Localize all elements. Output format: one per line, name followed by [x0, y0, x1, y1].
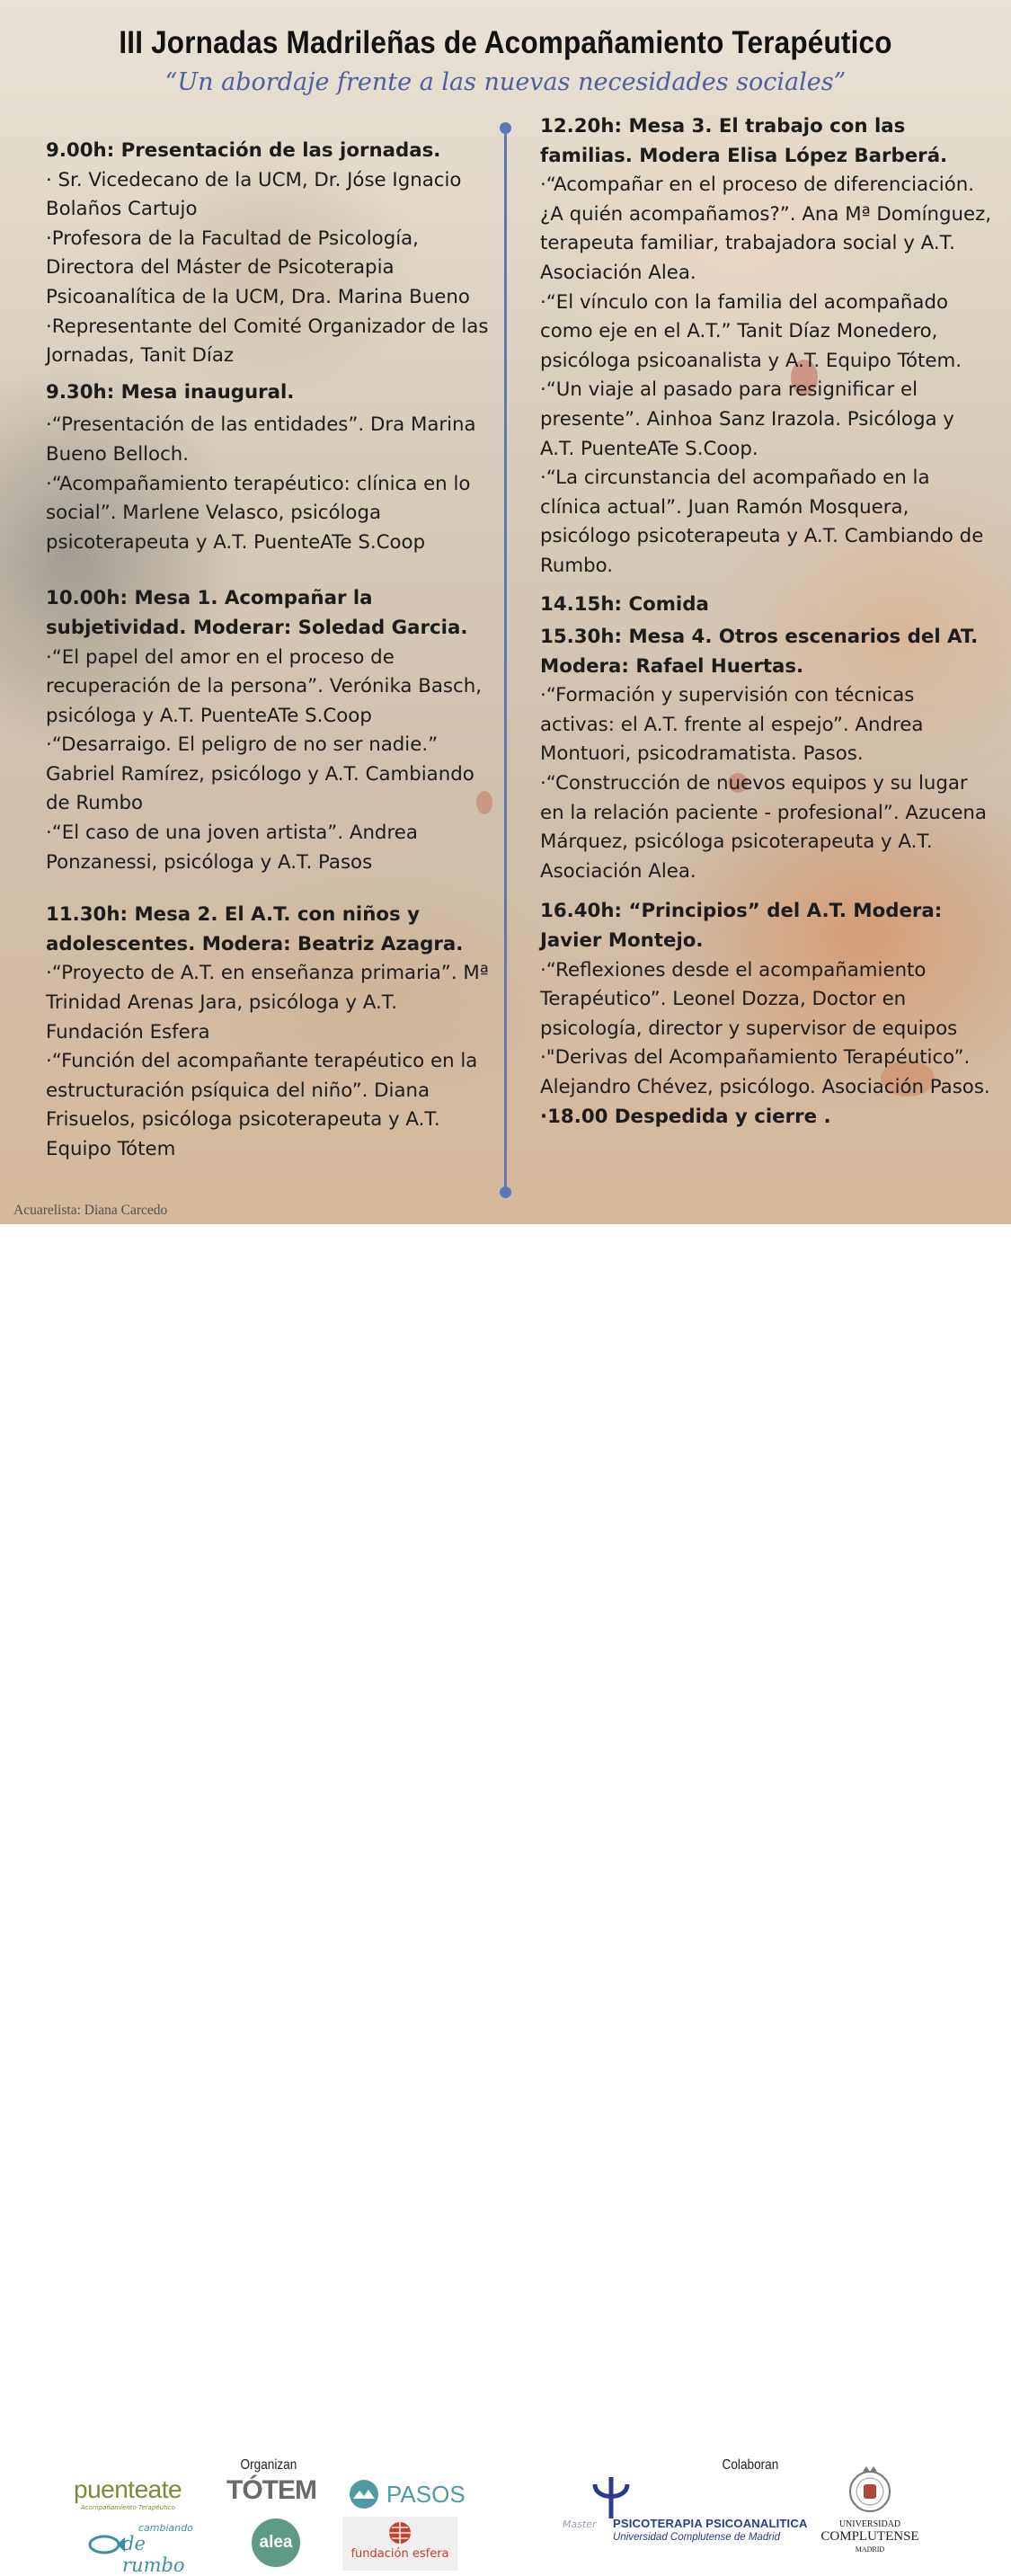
session-heading: 10.00h: Mesa 1. Acompañar la subjetividad. Moderar: Soledad Garcia.	[46, 587, 468, 639]
poster-background	[0, 0, 1011, 1224]
session-heading: 15.30h: Mesa 4. Otros escenarios del AT. Modera: Rafael Huertas.	[540, 626, 979, 678]
session-talk: ·“Un viaje al pasado para resignificar el presente”. Ainhoa Sanz Irazola. Psicóloga y A.T. PuenteATe S.Coop.	[540, 378, 954, 460]
page-title: III Jornadas Madrileñas de Acompañamiento Terapéutico	[119, 25, 892, 60]
madrid-text: MADRID	[855, 2545, 885, 2554]
ucm-text: Universidad Complutense de Madrid	[613, 2532, 781, 2543]
pasos-wordmark: PASOS	[386, 2481, 466, 2508]
totem-wordmark: TÓTEM	[226, 2475, 316, 2505]
cambiando-de-rumbo-logo	[86, 2522, 203, 2576]
session-talk: ·“El caso de una joven artista”. Andrea Ponzanessi, psicóloga y A.T. Pasos	[46, 822, 418, 874]
puenteate-tagline: Acompañamiento Terapéutico	[81, 2504, 175, 2511]
session-talk: ·“Acompañar en el proceso de diferenciación. ¿A quién acompañamos?”. Ana Mª Domínguez, terapeuta familiar, trabajadora social y A.T. Asociación Alea.	[540, 173, 992, 284]
session-heading: 12.20h: Mesa 3. El trabajo con las familias. Modera Elisa López Barberá.	[540, 115, 948, 167]
totem-logo	[226, 2475, 325, 2508]
column-divider	[504, 129, 507, 1192]
session-heading: 14.15h: Comida	[540, 592, 709, 616]
session-heading: 9.30h: Mesa inaugural.	[46, 380, 295, 404]
psicoterapia-text: PSICOTERAPIA PSICOANALITICA	[613, 2517, 808, 2530]
complutense-text: COMPLUTENSE	[820, 2529, 919, 2544]
organizan-label: Organizan	[240, 2457, 297, 2473]
pasos-icon	[349, 2479, 379, 2509]
session-talk: ·Representante del Comité Organizador de las Jornadas, Tanit Díaz	[46, 315, 489, 368]
session-talk: ·“Proyecto de A.T. en enseñanza primaria”. Mª Trinidad Arenas Jara, psicóloga y A.T. Fundación Esfera	[46, 962, 489, 1044]
master-psicoterapia-logo	[559, 2475, 811, 2549]
globe-icon	[387, 2520, 412, 2545]
session-heading: 11.30h: Mesa 2. El A.T. con niños y adolescentes. Modera: Beatriz Azagra.	[46, 903, 464, 955]
alea-wordmark: alea	[259, 2533, 293, 2552]
pasos-logo	[349, 2479, 466, 2511]
psi-icon	[590, 2475, 633, 2520]
colaboran-label: Colaboran	[722, 2457, 779, 2473]
puenteate-logo	[74, 2475, 191, 2518]
page-subtitle: “Un abordaje frente a las nuevas necesidades sociales”	[164, 68, 847, 96]
session-heading: 16.40h: “Principios” del A.T. Modera: Javier Montejo.	[540, 900, 943, 953]
session-talk: ·Profesora de la Facultad de Psicología, Directora del Máster de Psicoterapia Psicoanalítica de la UCM, Dra. Marina Bueno	[46, 227, 470, 308]
ucm-crest-icon	[848, 2465, 891, 2517]
sponsors-footer	[0, 1224, 1011, 2576]
session-talk: · Sr. Vicedecano de la UCM, Dr. Jóse Ignacio Bolaños Cartujo	[46, 168, 462, 221]
session-talk: ·“Reflexiones desde el acompañamiento Terapéutico”. Leonel Dozza, Doctor en psicología, director y supervisor de equipos	[540, 958, 958, 1040]
session-talk: ·“La circunstancia del acompañado en la clínica actual”. Juan Ramón Mosquera, psicólogo psicoterapeuta y A.T. Cambiando de Rumbo.	[540, 466, 984, 577]
session-talk: ·“El vínculo con la familia del acompañado como eje en el A.T.” Tanit Díaz Monedero, psicóloga psicoanalista y A.T. Equipo Tótem.	[540, 290, 962, 372]
universidad-text: UNIVERSIDAD	[838, 2519, 901, 2529]
session-talk: ·“Construcción de nuevos equipos y su lugar en la relación paciente - profesional”. Azucena Márquez, psicóloga psicoterapeuta y A.T. Asociación Alea.	[540, 772, 987, 883]
fish-icon	[86, 2531, 126, 2558]
session-talk: ·“El papel del amor en el proceso de recuperación de la persona”. Verónika Basch, psicóloga y A.T. PuenteATe S.Coop	[46, 645, 482, 727]
session-heading: ·18.00 Despedida y cierre .	[540, 1105, 831, 1128]
divider-top-dot	[500, 122, 511, 134]
artist-credit: Acuarelista: Diana Carcedo	[13, 1203, 168, 1218]
ucm-logo	[814, 2465, 926, 2563]
session-talk: ·“Formación y supervisión con técnicas activas: el A.T. frente al espejo”. Andrea Montuori, psicodramatista. Pasos.	[540, 684, 924, 766]
cambiando-text: cambiando	[138, 2522, 193, 2534]
session-talk: ·“Acompañamiento terapéutico: clínica en lo social”. Marlene Velasco, psicóloga psicoterapeuta y A.T. PuenteATe S.Coop	[46, 472, 471, 554]
session-talk: ·“Función del acompañante terapéutico en la estructuración psíquica del niño”. Diana Frisuelos, psicóloga psicoterapeuta y A.T. Equipo Tótem	[46, 1050, 478, 1160]
esfera-wordmark: fundación esfera	[350, 2547, 449, 2561]
session-talk: ·"Derivas del Acompañamiento Terapéutico”. Alejandro Chévez, psicólogo. Asociación Pasos.	[540, 1046, 990, 1098]
divider-bottom-dot	[500, 1186, 511, 1198]
right-program-column	[540, 112, 994, 1132]
alea-logo	[252, 2518, 300, 2567]
de-rumbo-text: de rumbo	[122, 2533, 185, 2576]
master-text: Master	[563, 2518, 597, 2530]
left-program-column	[46, 137, 495, 1165]
fundacion-esfera-logo	[342, 2517, 457, 2571]
session-talk: ·“Presentación de las entidades”. Dra Marina Bueno Belloch.	[46, 413, 476, 466]
session-heading: 9.00h: Presentación de las jornadas.	[46, 139, 441, 162]
puenteate-wordmark: puenteate	[74, 2475, 182, 2503]
session-talk: ·“Desarraigo. El peligro de no ser nadie.” Gabriel Ramírez, psicólogo y A.T. Cambiando de Rumbo	[46, 733, 474, 815]
